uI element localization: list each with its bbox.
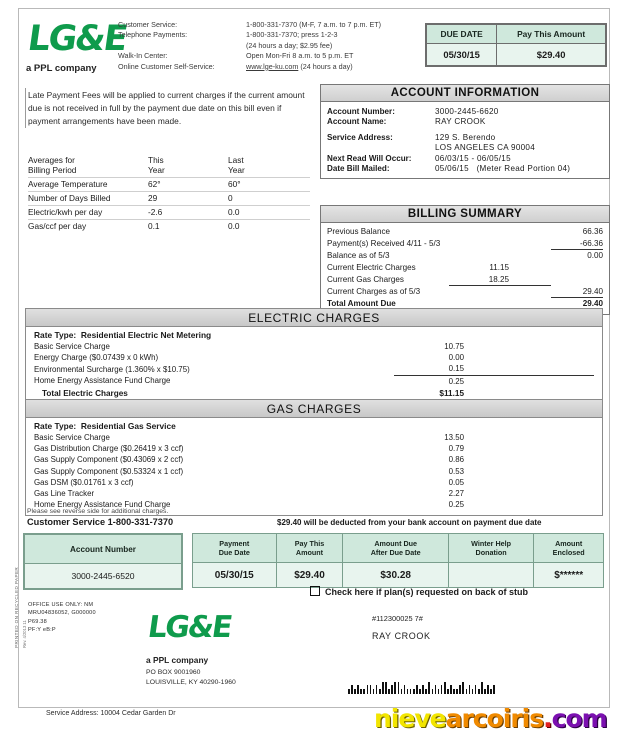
electric-charge-row [34,352,594,363]
stub-account-table [23,533,183,590]
gas-charge-label: Gas Supply Component ($0.53324 x 1 ccf) [34,466,184,476]
stub-col-line2: Enclosed [552,548,585,557]
pay-amount-header: Pay This Amount [497,25,606,44]
stub-account-value: 3000-2445-6520 [25,564,182,589]
account-name-row [327,116,603,126]
averages-header-label [28,153,148,177]
billing-summary-panel [320,205,610,315]
office-use-line2: MRU04836052, G000000 [28,610,96,617]
gas-charge-amount: 0.25 [448,500,464,510]
date-mailed-row [327,163,603,173]
watermark [374,704,607,733]
bs-label: Current Charges as of 5/3 [327,287,421,297]
account-number-row [327,106,603,116]
stub-value-enclosed[interactable]: $****** [534,563,604,588]
contact-label: Online Customer Self-Service: [118,61,215,71]
bs-mid [449,250,551,262]
electric-charge-row [34,341,594,352]
stub-col-line1: Amount Due [374,539,418,548]
blank-label [327,143,435,153]
bs-label: Current Gas Charges [327,274,404,284]
col-last-line2: Year [228,164,245,175]
lge-logo-top [25,19,129,59]
account-name-label: Account Name: [327,116,387,126]
gas-charge-label: Home Energy Assistance Fund Charge [34,500,171,510]
contact-row [118,41,381,51]
averages-row-this: 62° [148,177,228,191]
due-date-box [425,23,607,67]
averages-row [28,205,310,219]
stub-col-payment-due-date [193,534,277,563]
averages-header-line1: Averages for [28,154,75,165]
electric-charges-title: ELECTRIC CHARGES [26,309,602,327]
gas-charge-label: Gas DSM ($0.01761 x 3 ccf) [34,477,134,487]
gas-charge-amount: 0.53 [448,466,464,476]
bs-label: Balance as of 5/3 [327,251,390,261]
customer-service-line: Customer Service 1-800-331-7370 [27,517,174,527]
stub-col-amount-enclosed [534,534,604,563]
contact-label: Customer Service: [118,20,178,29]
electric-rate-type-label: Rate Type: [34,330,77,340]
bottom-service-address-value: 10004 Cedar Garden Dr [100,710,176,717]
meter-read-portion: (Meter Read Portion 04) [476,163,571,173]
stub-col-line2: Donation [475,548,507,557]
col-this-line2: Year [148,164,165,175]
contact-row [118,51,381,61]
electric-total-amount: $11.15 [439,388,464,398]
postal-barcode [348,676,544,692]
averages-row-this: 29 [148,191,228,205]
gas-charge-row [34,443,594,454]
bs-amount: 29.40 [551,285,603,297]
stub-col-line2: Amount [295,548,324,557]
bs-label: Previous Balance [327,227,390,237]
electric-charge-amount: 0.25 [394,375,594,387]
contact-value: 1-800-331-7370 (M-F, 7 a.m. to 7 p.m. ET) [246,20,382,29]
auto-deduct-note: $29.40 will be deducted from your bank account on payment due date [277,518,542,527]
contact-row [118,62,381,72]
due-date-value: 05/30/15 [427,44,497,66]
electric-charge-label: Home Energy Assistance Fund Charge [34,376,171,386]
averages-row-label: Average Temperature [28,177,148,191]
contact-label: Telephone Payments: [118,30,188,40]
stub-col-line1: Payment [219,539,250,548]
averages-table [28,153,310,233]
gas-charge-label: Gas Line Tracker [34,489,95,499]
plan-request-checkbox-line[interactable] [310,586,528,597]
bs-amount: 0.00 [587,251,603,261]
watermark-part3: . [543,704,552,733]
bottom-service-address-label: Service Address: [46,710,99,717]
billing-summary-row [327,262,603,274]
account-number-value: 3000-2445-6620 [435,106,499,116]
bs-label: Total Amount Due [327,299,396,309]
electric-charge-amount: 10.75 [444,342,464,352]
gas-charge-amount: 0.05 [448,477,464,487]
bs-amount [551,273,603,285]
gas-charge-row [34,432,594,443]
averages-row-this: 0.1 [148,219,228,233]
averages-row-label: Gas/ccf per day [28,219,148,233]
averages-col-this-year [148,153,228,177]
stub-col-winter-help [448,534,533,563]
averages-row-last: 60° [228,177,310,191]
date-mailed-date: 05/06/15 [435,163,469,173]
averages-row-last: 0.0 [228,219,310,233]
watermark-part2: arcoiris [445,704,544,733]
electric-total-row [34,387,594,399]
recycled-paper-note: PRINTED ON RECYCLED PAPER [14,566,19,648]
plan-request-label: Check here if plan(s) requested on back of stub [325,587,529,597]
remit-address [146,668,236,688]
account-information-title: ACCOUNT INFORMATION [321,85,609,102]
gas-charge-amount: 0.86 [448,455,464,465]
electric-charge-label: Basic Service Charge [34,342,110,352]
bs-label: Current Electric Charges [327,263,416,273]
remit-name: RAY CROOK [372,630,431,641]
stub-col-line1: Amount [555,539,583,548]
averages-row-last: 0.0 [228,205,310,219]
stub-payment-table [192,533,604,588]
electric-rate-type [34,330,594,340]
stub-value-pay-amount: $29.40 [276,563,343,588]
col-last-line1: Last [228,154,244,165]
service-address-line1: 129 S. Berendo [435,133,496,143]
billing-summary-row [327,285,603,297]
electric-charge-label: Energy Charge ($0.07439 x 0 kWh) [34,353,159,363]
office-use-line4: PF:Y eB:P [28,627,56,634]
office-use-line1: OFFICE USE ONLY: NM [28,602,94,608]
ppl-tagline-top: a PPL company [26,63,97,74]
averages-row-label: Number of Days Billed [28,191,148,205]
office-use-line3: P69.38 [28,618,47,625]
contact-value-selfservice [246,62,381,72]
electric-rate-type-value: Residential Electric Net Metering [80,330,212,340]
self-service-suffix: (24 hours a day) [298,61,353,71]
contact-label: Walk-In Center: [118,51,168,61]
gas-charge-label: Gas Supply Component ($0.43069 x 2 ccf) [34,455,184,465]
account-name-value: RAY CROOK [435,116,486,126]
gas-charge-row [34,466,594,477]
bs-mid [449,285,551,297]
averages-row [28,191,310,205]
averages-row-last: 0 [228,191,310,205]
gas-rate-type [34,421,594,431]
next-read-value: 06/03/15 - 06/05/15 [435,153,511,163]
bs-mid [449,238,551,250]
billing-summary-row [327,250,603,262]
averages-header-line2: Billing Period [28,164,77,175]
account-information-panel [320,84,610,179]
self-service-link[interactable]: www.lge-ku.com [246,61,299,71]
service-address-line2: LOS ANGELES CA 90004 [435,143,536,153]
date-mailed-value [435,163,603,173]
electric-charge-amount: 0.15 [448,364,464,374]
remit-city-state-zip: LOUISVILLE, KY 40290-1960 [146,678,236,686]
lge-logo-bottom [145,610,233,645]
remit-po-box: PO BOX 9001960 [146,669,201,676]
service-address-row2 [327,143,603,153]
gas-charge-row [34,488,594,499]
contact-value: 1-800-331-7370; press 1-2-3 [246,30,338,40]
next-read-row [327,153,603,163]
gas-charge-label: Gas Distribution Charge ($0.26419 x 3 ccf) [34,444,184,454]
service-address-row [327,133,603,143]
gas-charge-amount: 2.27 [448,489,464,499]
date-mailed-label: Date Bill Mailed: [327,163,390,173]
bs-label: Payment(s) Received 4/11 - 5/3 [327,239,441,249]
contact-row [118,30,381,40]
averages-row [28,177,310,191]
checkbox-icon[interactable] [310,586,320,596]
electric-charge-row [34,363,594,375]
averages-row-this: -2.6 [148,205,228,219]
contact-value: (24 hours a day; $2.95 fee) [246,40,333,50]
billing-summary-row [327,273,603,285]
watermark-part4: com [551,704,607,733]
gas-charge-row [34,454,594,465]
bs-mid [449,226,551,238]
stub-value-due-date: 05/30/15 [193,563,277,588]
gas-rate-type-value: Residential Gas Service [80,421,176,431]
late-payment-notice: Late Payment Fees will be applied to current charges if the current amount due is not received in full by the payment due date on this bill even if payment arrangements have been made. [28,90,305,127]
col-this-line1: This [148,154,164,165]
office-use-block [28,601,96,635]
stub-col-line2: After Due Date [370,548,421,557]
bs-amount: -66.36 [551,238,603,250]
bs-mid: 18.25 [449,273,551,285]
bs-amount: 66.36 [582,227,603,237]
contact-value: Open Mon-Fri 8 a.m. to 5 p.m. ET [246,51,354,61]
due-date-header: DUE DATE [427,25,497,44]
account-number-label: Account Number: [327,106,395,116]
bs-amount [551,262,603,274]
contact-label [118,41,246,51]
remit-customer-block [372,612,431,645]
stub-col-line1: Pay This [294,539,325,548]
stub-col-pay-this-amount [276,534,343,563]
watermark-part1: nieve [374,704,446,733]
pay-amount-value: $29.40 [497,44,606,66]
gas-charge-amount: 0.79 [448,444,464,454]
stub-value-winter-help[interactable] [448,563,533,588]
stub-col-amount-after-due [343,534,448,563]
billing-summary-row [327,238,603,250]
gas-charges-section [25,399,603,516]
electric-charge-row [34,375,594,387]
late-notice-rule [25,88,26,128]
gas-charge-amount: 13.50 [444,433,464,443]
averages-row [28,219,310,233]
bs-mid: 11.15 [489,263,509,273]
averages-col-last-year [228,153,310,177]
gas-charges-title: GAS CHARGES [26,400,602,418]
billing-summary-row [327,226,603,238]
gas-charge-row [34,477,594,488]
contact-block [118,20,381,72]
electric-charge-amount: 0.00 [448,353,464,363]
ppl-tagline-bottom: a PPL company [146,655,209,665]
gas-rate-type-label: Rate Type: [34,421,77,431]
contact-row [118,20,381,30]
electric-charges-section [25,308,603,405]
bottom-service-address [46,710,176,717]
electric-charge-label: Environmental Surcharge (1.360% x $10.75) [34,364,190,374]
averages-header-row [28,153,310,177]
electric-total-label: Total Electric Charges [42,388,128,398]
averages-row-label: Electric/kwh per day [28,205,148,219]
lge-logo-text: LG&E [25,19,129,59]
stub-col-line1: Winter Help [471,539,512,548]
form-revision-note: Rev. 4/2013 11 [22,620,27,648]
lge-logo-text-bottom: LG&E [145,610,233,645]
next-read-label: Next Read Will Occur: [327,153,412,163]
remit-reference: #112300025 7# [372,614,423,623]
stub-value-after-due: $30.28 [343,563,448,588]
reverse-side-note: Please see reverse side for additional charges. [27,508,169,515]
service-address-label: Service Address: [327,133,393,143]
stub-account-header: Account Number [25,535,182,564]
gas-charge-label: Basic Service Charge [34,433,110,443]
bs-amount: 29.40 [582,299,603,309]
stub-col-line2: Due Date [218,548,250,557]
billing-summary-title: BILLING SUMMARY [321,206,609,223]
